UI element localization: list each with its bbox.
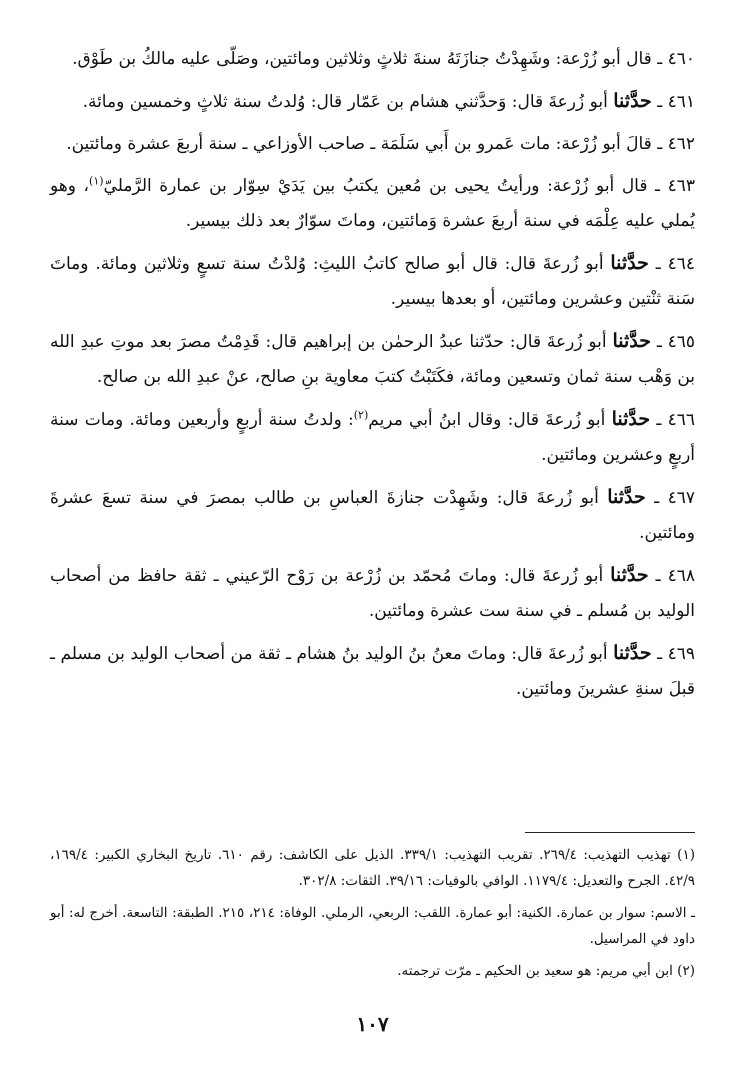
entry-text: أبو زُرعةَ قال: حدّثنا عبدُ الرحمٰن بن إبراهيم قال: قَدِمْتُ مصرَ بعد موتِ عبدِ الله بن وَهْب سنة ثمان وتسعين ومائة، فكَتَبْتُ كتبَ معاوية بنِ صالح، عنْ عبدِ الله بن صالح. <box>50 332 695 387</box>
entry-text: أبو زُرعةَ قال: وقال ابنُ أبي مريم <box>368 410 606 430</box>
footnote-text: ـ الاسم: سوار بن عمارة. الكنية: أبو عمارة. اللقب: الربعي، الرملي. الوفاة: ٢١٤، ٢١٥. الطبقة: التاسعة. أخرج له: أبو داود في المراسيل. <box>50 905 696 947</box>
footnotes <box>50 842 695 990</box>
entry-468 <box>50 558 695 629</box>
haddathana-keyword: حدَّثنا <box>607 486 646 508</box>
haddathana-keyword: حدَّثنا <box>610 252 649 274</box>
main-text <box>50 42 696 979</box>
entry-467 <box>50 480 695 551</box>
entry-number: ٤٦٨ ـ <box>655 566 695 586</box>
footnote-ref[interactable]: (١) <box>89 174 104 188</box>
footnote-1 <box>50 842 695 894</box>
entry-number: ٤٦٧ ـ <box>654 488 696 508</box>
entry-463 <box>50 169 695 239</box>
entry-text: أبو زُرعةَ قال: وَحدَّثني هشام بن عَمّار قال: وُلدتُ سنة ثلاثٍ وخمسين ومائة. <box>82 92 608 112</box>
footnote-separator <box>525 832 695 833</box>
entry-460 <box>50 42 695 77</box>
entry-number: ٤٦٠ ـ <box>657 49 695 69</box>
footnote-1-details <box>50 900 695 952</box>
entry-number: ٤٦٣ ـ <box>655 176 695 196</box>
entry-number: ٤٦٥ ـ <box>656 332 696 352</box>
entry-464 <box>50 246 695 317</box>
entry-text: أبو زُرعةَ قال: قال أبو صالح كاتبُ الليثِ: وُلدْتُ سنة تسعٍ وثلاثين ومائة. وماتَ سَنة ثنْتين وعشرين ومائتين، أو بعدها بيسير. <box>50 254 695 309</box>
entry-text: أبو زُرعةَ قال: وماتَ مُحمّد بن زُرْعة بن رَوْح الرّعيني ـ ثقة حافظ من أصحاب الوليد بن مُسلم ـ في سنة ست عشرة ومائتين. <box>50 566 695 621</box>
entry-number: ٤٦٦ ـ <box>656 410 695 430</box>
footnote-2 <box>50 958 695 984</box>
haddathana-keyword: حدَّثنا <box>612 330 651 352</box>
haddathana-keyword: حدَّثنا <box>613 642 652 664</box>
entry-text: أبو زُرعةَ قال: وماتَ معنُ بنُ الوليد بنُ هشام ـ ثقة من أصحاب الوليد بن مسلم ـ قبلَ سنةِ عشرينَ ومائتين. <box>50 644 695 699</box>
entry-text: قال أبو زُرْعة: ورأيتُ يحيى بن مُعين يكتبُ بين يَدَيْ سِوّار بن عمارة الرَّمليّ <box>103 176 648 196</box>
entry-text-continued: ، وهو يُملي عليه عِلْمَه في سنة أربعَ عشرة وَمائتين، وماتَ سوّارٌ بعد ذلك بيسير. <box>50 176 695 231</box>
page-number: ١٠٧ <box>356 1012 389 1036</box>
entry-text: قال أبو زُرْعة: وشَهِدْتُ جنازَتَهُ سنةَ ثلاثٍ وثلاثين ومائتين، وصَلّى عليه مالكُ بن طَوْق. <box>72 49 652 69</box>
entry-number: ٤٦١ ـ <box>657 92 695 112</box>
entry-number: ٤٦٢ ـ <box>657 134 695 154</box>
entry-text: أبو زُرعةَ قال: وشَهِدْت جنازةَ العباسِ بن طالب بمصرَ في سنة تسعَ عشرةَ ومائتين. <box>50 488 695 543</box>
entry-462 <box>50 127 695 162</box>
footnote-ref[interactable]: (٢) <box>353 408 369 422</box>
entry-466 <box>50 402 695 473</box>
entry-465 <box>50 324 695 395</box>
haddathana-keyword: حدَّثنا <box>613 90 652 112</box>
entry-number: ٤٦٤ ـ <box>655 254 695 274</box>
entry-469 <box>50 636 695 707</box>
entry-text-continued: : ولدتُ سنة أربعٍ وأربعين ومائة. ومات سنة أربعٍ وعشرين ومائتين. <box>50 410 695 465</box>
entry-461 <box>50 84 695 120</box>
footnote-mark: (٢) <box>677 963 695 979</box>
footnote-mark: (١) <box>677 847 695 863</box>
haddathana-keyword: حدَّثنا <box>610 564 649 586</box>
footnote-text: تهذيب التهذيب: ٢٦٩/٤. تقريب التهذيب: ٣٣٩/١. الذيل على الكاشف: رقم ٦١٠. تاريخ البخاري الكبير: ١٦٩/٤، ٤٢/٩. الجرح والتعديل: ١١٧٩/٤. الوافي بالوفيات: ٣٩/١٦. الثقات: ٣٠٢/٨. <box>50 847 695 889</box>
footnote-text: ابن أبي مريم: هو سعيد بن الحكيم ـ مرّت ترجمته. <box>397 963 673 979</box>
haddathana-keyword: حدَّثنا <box>611 408 651 430</box>
entry-text: قالَ أبو زُرْعة: مات عَمرو بن أَبي سَلَمَة ـ صاحب الأوزاعي ـ سنة أربعَ عشرة ومائتين. <box>66 134 652 154</box>
entry-number: ٤٦٩ ـ <box>657 644 696 664</box>
